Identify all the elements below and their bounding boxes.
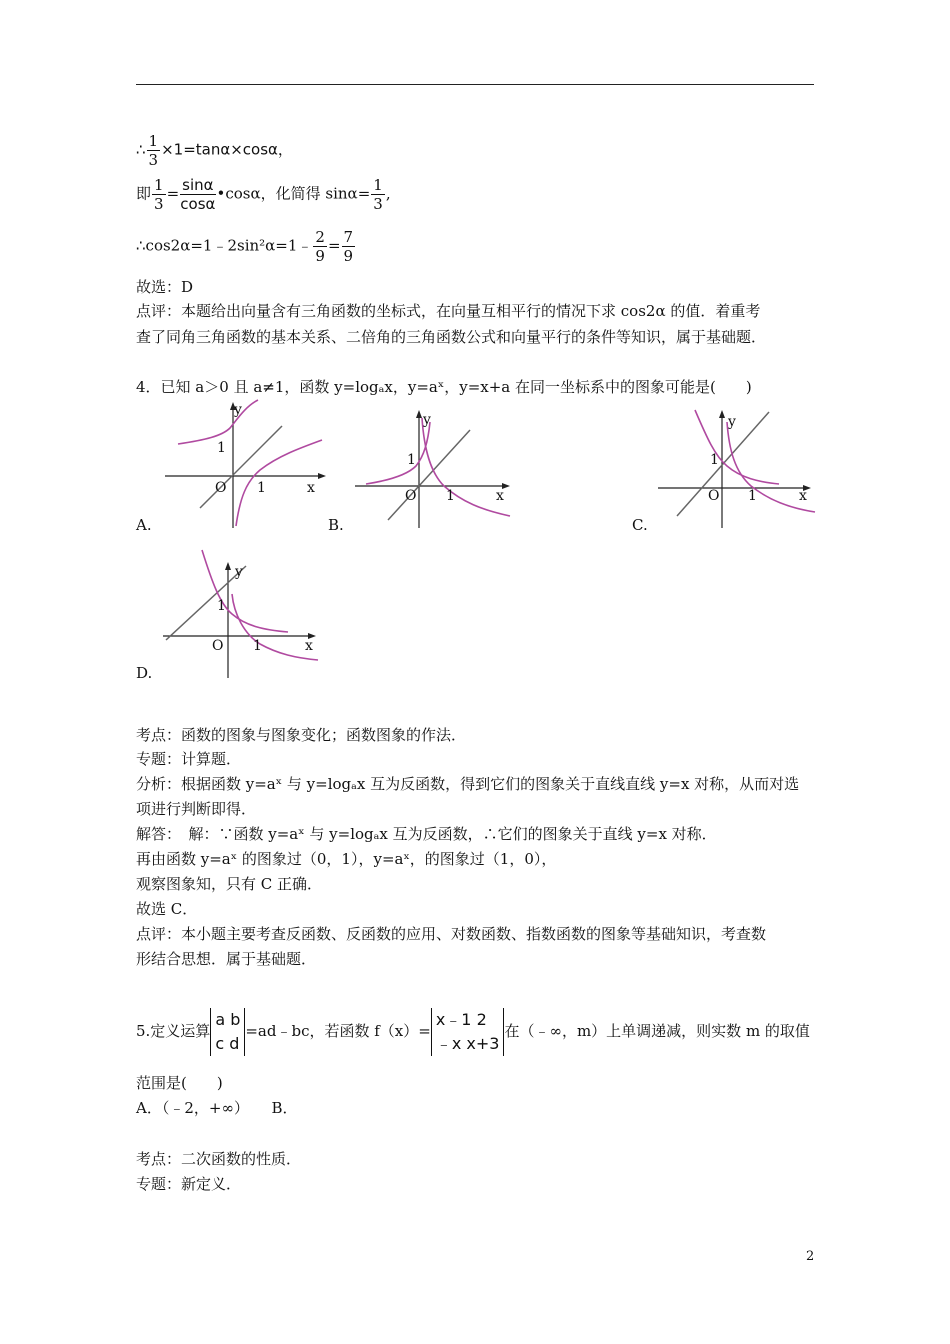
determinant-abcd: a b c d	[210, 1008, 245, 1056]
page-number: 2	[806, 1249, 815, 1264]
option-c-label: C.	[632, 516, 648, 534]
graph-a-y1-label: 1	[217, 440, 226, 456]
q5-question: 5.定义运算 a b c d =ad﹣bc，若函数 f（x）= x﹣1 2 ﹣x x+3 在（﹣∞，m）上单调递减，则实数 m 的取值	[136, 1008, 810, 1056]
graph-a-y-label: y	[234, 402, 242, 418]
q4-zhuanti: 专题：计算题．	[136, 750, 242, 768]
option-d-label: D.	[136, 664, 153, 682]
q4-question: 4．已知 a＞0 且 a≠1，函数 y=logₐx，y=aˣ，y=x+a 在同一坐标系中的图象可能是( )	[136, 378, 752, 396]
sol3-line2: 即 $\frac{1}{3}$ = $\frac{\sin\alpha}{\cos\alpha}$ •cosα，化简得 sinα= $\frac{1}{3}$ ,	[136, 176, 391, 213]
option-a-label: A.	[136, 516, 152, 534]
q4-kaodian: 考点：函数的图象与图象变化；函数图象的作法．	[136, 726, 467, 744]
graph-d-x1-label: 1	[253, 638, 262, 654]
graph-c	[655, 408, 817, 530]
q4-fenxi-1: 分析：根据函数 y=aˣ 与 y=logₐx 互为反函数，得到它们的图象关于直线直线 y=x 对称，从而对选	[136, 775, 800, 793]
q4-jieda-3: 观察图象知，只有 C 正确．	[136, 875, 323, 893]
graph-a	[160, 398, 330, 530]
q5-zhuanti: 专题：新定义．	[136, 1175, 242, 1193]
header-rule	[136, 84, 814, 85]
q4-choice: 故选 C．	[136, 900, 198, 918]
graph-a-x1-label: 1	[257, 480, 266, 496]
sol3-line1: ∴ $\frac{1}{3}$ ×1=tanα×cosα，	[136, 132, 293, 169]
graph-b	[352, 408, 517, 530]
graph-d-y-label: y	[235, 564, 243, 580]
q4-jieda-1: 解答： 解：∵函数 y=aˣ 与 y=logₐx 互为反函数，∴它们的图象关于直线 y=x 对称．	[136, 825, 717, 843]
q4-comment-2: 形结合思想．属于基础题．	[136, 950, 317, 968]
graph-a-origin-label: O	[215, 480, 227, 496]
q5-kaodian: 考点：二次函数的性质．	[136, 1150, 302, 1168]
graph-d-origin-label: O	[212, 638, 224, 654]
option-b-label: B.	[328, 516, 344, 534]
graph-d-y1-label: 1	[217, 598, 226, 614]
graph-b-y1-label: 1	[407, 452, 416, 468]
graph-c-x-label: x	[799, 488, 807, 504]
graph-a-x-label: x	[307, 480, 315, 496]
q4-jieda-2: 再由函数 y=aˣ 的图象过（0，1），y=aˣ，的图象过（1，0），	[136, 850, 557, 868]
graph-c-y-label: y	[728, 414, 736, 430]
graph-b-origin-label: O	[405, 488, 417, 504]
sol3-comment-2: 查了同角三角函数的基本关系、二倍角的三角函数公式和向量平行的条件等知识，属于基础题．	[136, 328, 767, 346]
graph-b-y-label: y	[423, 412, 431, 428]
q5-options: A．（﹣2，+∞） B．	[136, 1099, 298, 1117]
graph-c-origin-label: O	[708, 488, 720, 504]
graph-c-x1-label: 1	[748, 488, 757, 504]
graph-d-x-label: x	[305, 638, 313, 654]
graph-b-x1-label: 1	[446, 488, 455, 504]
graph-b-x-label: x	[496, 488, 504, 504]
determinant-fx: x﹣1 2 ﹣x x+3	[431, 1008, 505, 1056]
q5-line2: 范围是( )	[136, 1074, 223, 1092]
sol3-line3: ∴cos2α=1﹣2sin²α=1﹣ $\frac{2}{9}$ = $\frac{7}{9}$	[136, 228, 354, 265]
sol3-comment-1: 点评：本题给出向量含有三角函数的坐标式，在向量互相平行的情况下求 cos2α 的值．着重考	[136, 302, 761, 320]
sol3-choice: 故选：D	[136, 278, 194, 296]
graph-c-y1-label: 1	[710, 452, 719, 468]
q4-fenxi-2: 项进行判断即得．	[136, 800, 257, 818]
q4-comment-1: 点评：本小题主要考查反函数、反函数的应用、对数函数、指数函数的图象等基础知识，考查数	[136, 925, 767, 943]
